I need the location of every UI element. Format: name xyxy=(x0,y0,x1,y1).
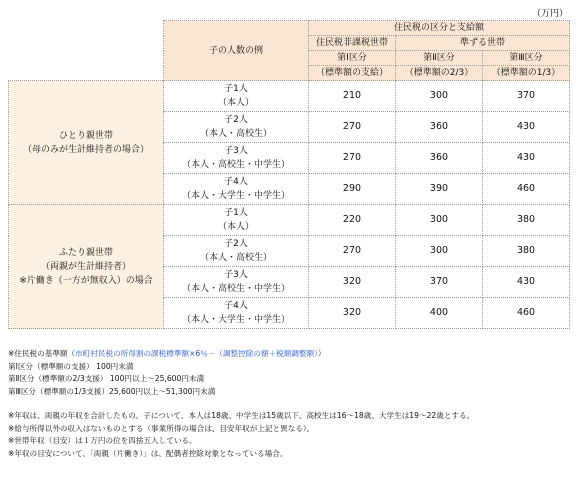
tier1-value: 270 xyxy=(309,236,396,267)
tier3-header: 第Ⅲ区分 xyxy=(483,51,570,66)
basis-formula: 市町村民税の所得割の課税標準額×6％－（調整控除の額＋税額調整額） xyxy=(75,349,318,358)
children-example-header: 子の人数の例 xyxy=(164,21,309,81)
tier3-value: 430 xyxy=(483,143,570,174)
tier3-value: 430 xyxy=(483,112,570,143)
salary-note: ※給与所得以外の収入はないものとする（事業所得の場合は、目安年収が上記と異なる）。 xyxy=(8,423,315,433)
notes-section xyxy=(8,348,570,460)
rounding-note: ※世帯年収（目安）は１万円の位を四捨五入している。 xyxy=(8,436,197,445)
tier3-value: 370 xyxy=(483,81,570,112)
children-example-cell: 子4人 （本人・大学生・中学生） xyxy=(164,298,309,329)
tier3-value: 380 xyxy=(483,236,570,267)
tier2-note: 第Ⅱ区分（標準額の2/3支援） 100円以上～25,600円未満 xyxy=(8,374,205,383)
basis-note: ※住民税の基準額（市町村民税の所得割の課税標準額×6％－（調整控除の額＋税額調整額）） xyxy=(8,349,326,358)
tier3-value: 460 xyxy=(483,174,570,205)
tier3-value: 430 xyxy=(483,267,570,298)
corner-blank xyxy=(9,21,164,81)
nontax-household-header: 住民税非課税世帯 xyxy=(309,36,396,51)
tier3-subheader: （標準額の1/3） xyxy=(483,66,570,81)
children-example-cell: 子1人 （本人） xyxy=(164,81,309,112)
tier1-value: 290 xyxy=(309,174,396,205)
children-example-cell: 子3人 （本人・高校生・中学生） xyxy=(164,267,309,298)
quasi-household-header: 準ずる世帯 xyxy=(396,36,570,51)
tier3-value: 460 xyxy=(483,298,570,329)
tier1-value: 270 xyxy=(309,112,396,143)
single-parent-group-label: ひとり親世帯 （母のみが生計維持者の場合） xyxy=(9,81,164,205)
tier2-value: 390 xyxy=(396,174,483,205)
tier1-value: 320 xyxy=(309,298,396,329)
two-parent-group-label: ふたり親世帯 （両親が生計維持者） ※片働き（一方が無収入）の場合 xyxy=(9,205,164,329)
tier1-subheader: （標準額の支給） xyxy=(309,66,396,81)
tier1-value: 220 xyxy=(309,205,396,236)
single-earner-note: ※年収の目安について、「両親（片働き）」は、配偶者控除対象となっている場合。 xyxy=(8,448,288,458)
tier2-subheader: （標準額の2/3） xyxy=(396,66,483,81)
tier1-value: 270 xyxy=(309,143,396,174)
tier1-value: 210 xyxy=(309,81,396,112)
children-example-cell: 子1人 （本人） xyxy=(164,205,309,236)
income-note: ※年収は、両親の年収を合計したもの。子について、本人は18歳、中学生は15歳以下、高校生は16～18歳、大学生は19～22歳とする。 xyxy=(8,411,475,420)
children-example-cell: 子2人 （本人・高校生） xyxy=(164,236,309,267)
tier1-value: 320 xyxy=(309,267,396,298)
tier2-value: 300 xyxy=(396,205,483,236)
tier2-header: 第Ⅱ区分 xyxy=(396,51,483,66)
unit-label: （万円） xyxy=(531,9,568,19)
children-example-cell: 子2人 （本人・高校生） xyxy=(164,112,309,143)
table-row xyxy=(9,81,570,112)
tier2-value: 400 xyxy=(396,298,483,329)
tier2-value: 300 xyxy=(396,81,483,112)
tier3-value: 380 xyxy=(483,205,570,236)
support-amount-table xyxy=(8,20,570,329)
tier1-header: 第Ⅰ区分 xyxy=(309,51,396,66)
tier2-value: 370 xyxy=(396,267,483,298)
children-example-cell: 子4人 （本人・大学生・中学生） xyxy=(164,174,309,205)
tier2-value: 360 xyxy=(396,143,483,174)
tax-category-header: 住民税の区分と支給額 xyxy=(309,21,570,36)
tier1-note: 第Ⅰ区分（標準額の支援） 100円未満 xyxy=(8,361,134,371)
table-row xyxy=(9,205,570,236)
tier2-value: 360 xyxy=(396,112,483,143)
tier3-note: 第Ⅲ区分（標準額の1/3支援）25,600円以上～51,300円未満 xyxy=(8,386,216,396)
children-example-cell: 子3人 （本人・高校生・中学生） xyxy=(164,143,309,174)
tier2-value: 300 xyxy=(396,236,483,267)
